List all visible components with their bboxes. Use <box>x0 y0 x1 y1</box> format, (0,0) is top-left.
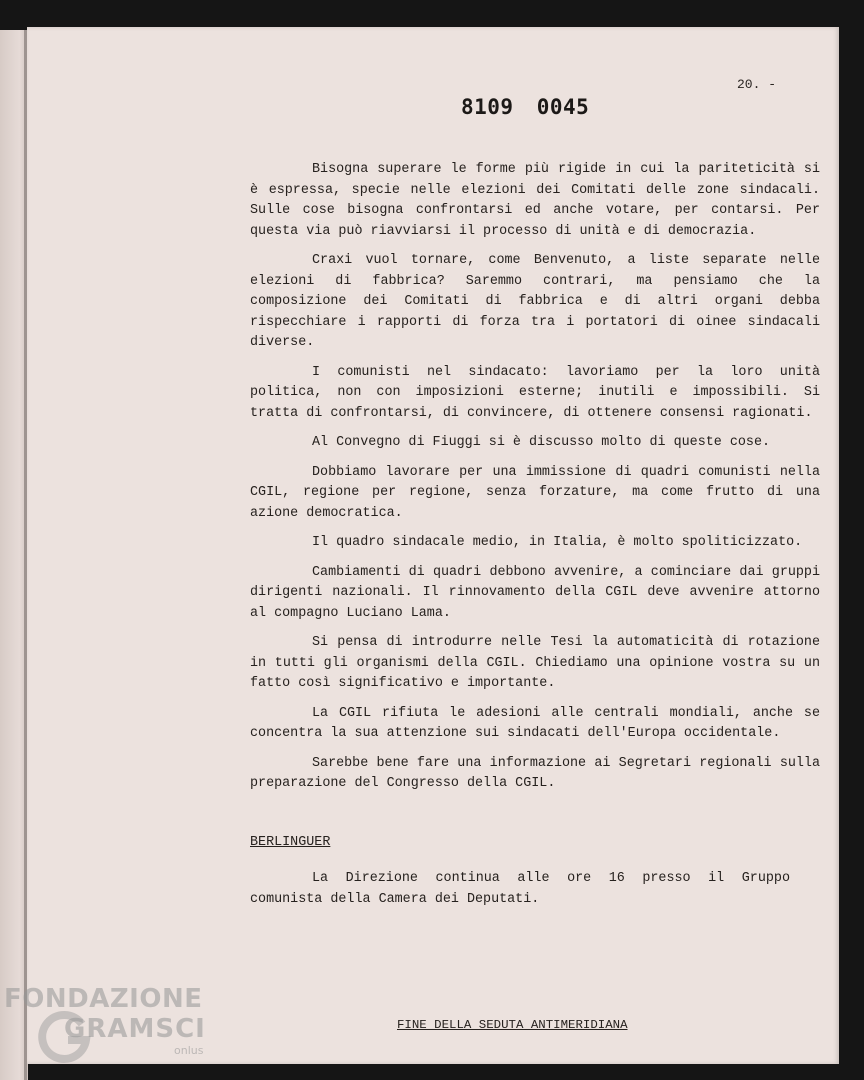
paragraph: Cambiamenti di quadri debbono avvenire, a cominciare dai gruppi dirigenti nazionali. Il rinnovamento della CGIL deve avvenire attorno al compagno Luciano Lama. <box>250 564 820 621</box>
paragraph: Dobbiamo lavorare per una immissione di quadri comunisti nella CGIL, regione per regione, senza forzature, ma come frutto di una azione democratica. <box>250 464 820 521</box>
watermark-line-1: FONDAZIONE <box>4 984 203 1014</box>
paragraph: Si pensa di introdurre nelle Tesi la automaticità di rotazione in tutti gli organismi della CGIL. Chiediamo una opinione vostra su un fatto così significativo e importante. <box>250 635 820 691</box>
paragraph: I comunisti nel sindacato: lavoriamo per la loro unità politica, non con imposizioni esterne; inutili e impossibili. Si tratta di confrontarsi, di convincere, di ottenere consensi ragionati. <box>250 364 820 421</box>
paragraph: Al Convegno di Fiuggi si è discusso molto di queste cose. <box>312 435 771 450</box>
document-page <box>27 27 839 1064</box>
watermark-line-2: GRAMSCI <box>64 1014 206 1044</box>
document-code: 8109 0045 <box>461 95 590 119</box>
closing-paragraph: La Direzione continua alle ore 16 presso il Gruppo comunista della Camera dei Deputati. <box>250 871 790 907</box>
paragraph: Il quadro sindacale medio, in Italia, è molto spoliticizzato. <box>312 535 803 550</box>
paragraph: Sarebbe bene fare una informazione ai Segretari regionali sulla preparazione del Congresso della CGIL. <box>250 755 820 791</box>
watermark-suffix: onlus <box>174 1044 204 1057</box>
paragraph: Bisogna superare le forme più rigide in cui la pariteticità si è espressa, specie nelle elezioni dei Comitati delle zone sindacali. Sulle cose bisogna confrontarsi ed anche votare, per contarsi. Per questa via può riavviarsi il processo di unità e di democrazia. <box>250 162 820 239</box>
body-text <box>250 160 820 804</box>
paragraph: Craxi vuol tornare, come Benvenuto, a liste separate nelle elezioni di fabbrica? Saremmo contrari, ma pensiamo che la composizione dei Comitati di fabbrica e di altri organi debba rispecchiare i rapporti di forza tra i portatori di oinee sindacali diverse. <box>250 253 820 350</box>
speaker-heading: BERLINGUER <box>250 835 331 850</box>
paragraph: La CGIL rifiuta le adesioni alle centrali mondiali, anche se concentra la sua attenzione sui sindacati dell'Europa occidentale. <box>250 705 820 741</box>
page-number: 20. - <box>737 77 777 92</box>
session-end-note: FINE DELLA SEDUTA ANTIMERIDIANA <box>397 1018 628 1032</box>
archive-watermark <box>4 984 234 1074</box>
